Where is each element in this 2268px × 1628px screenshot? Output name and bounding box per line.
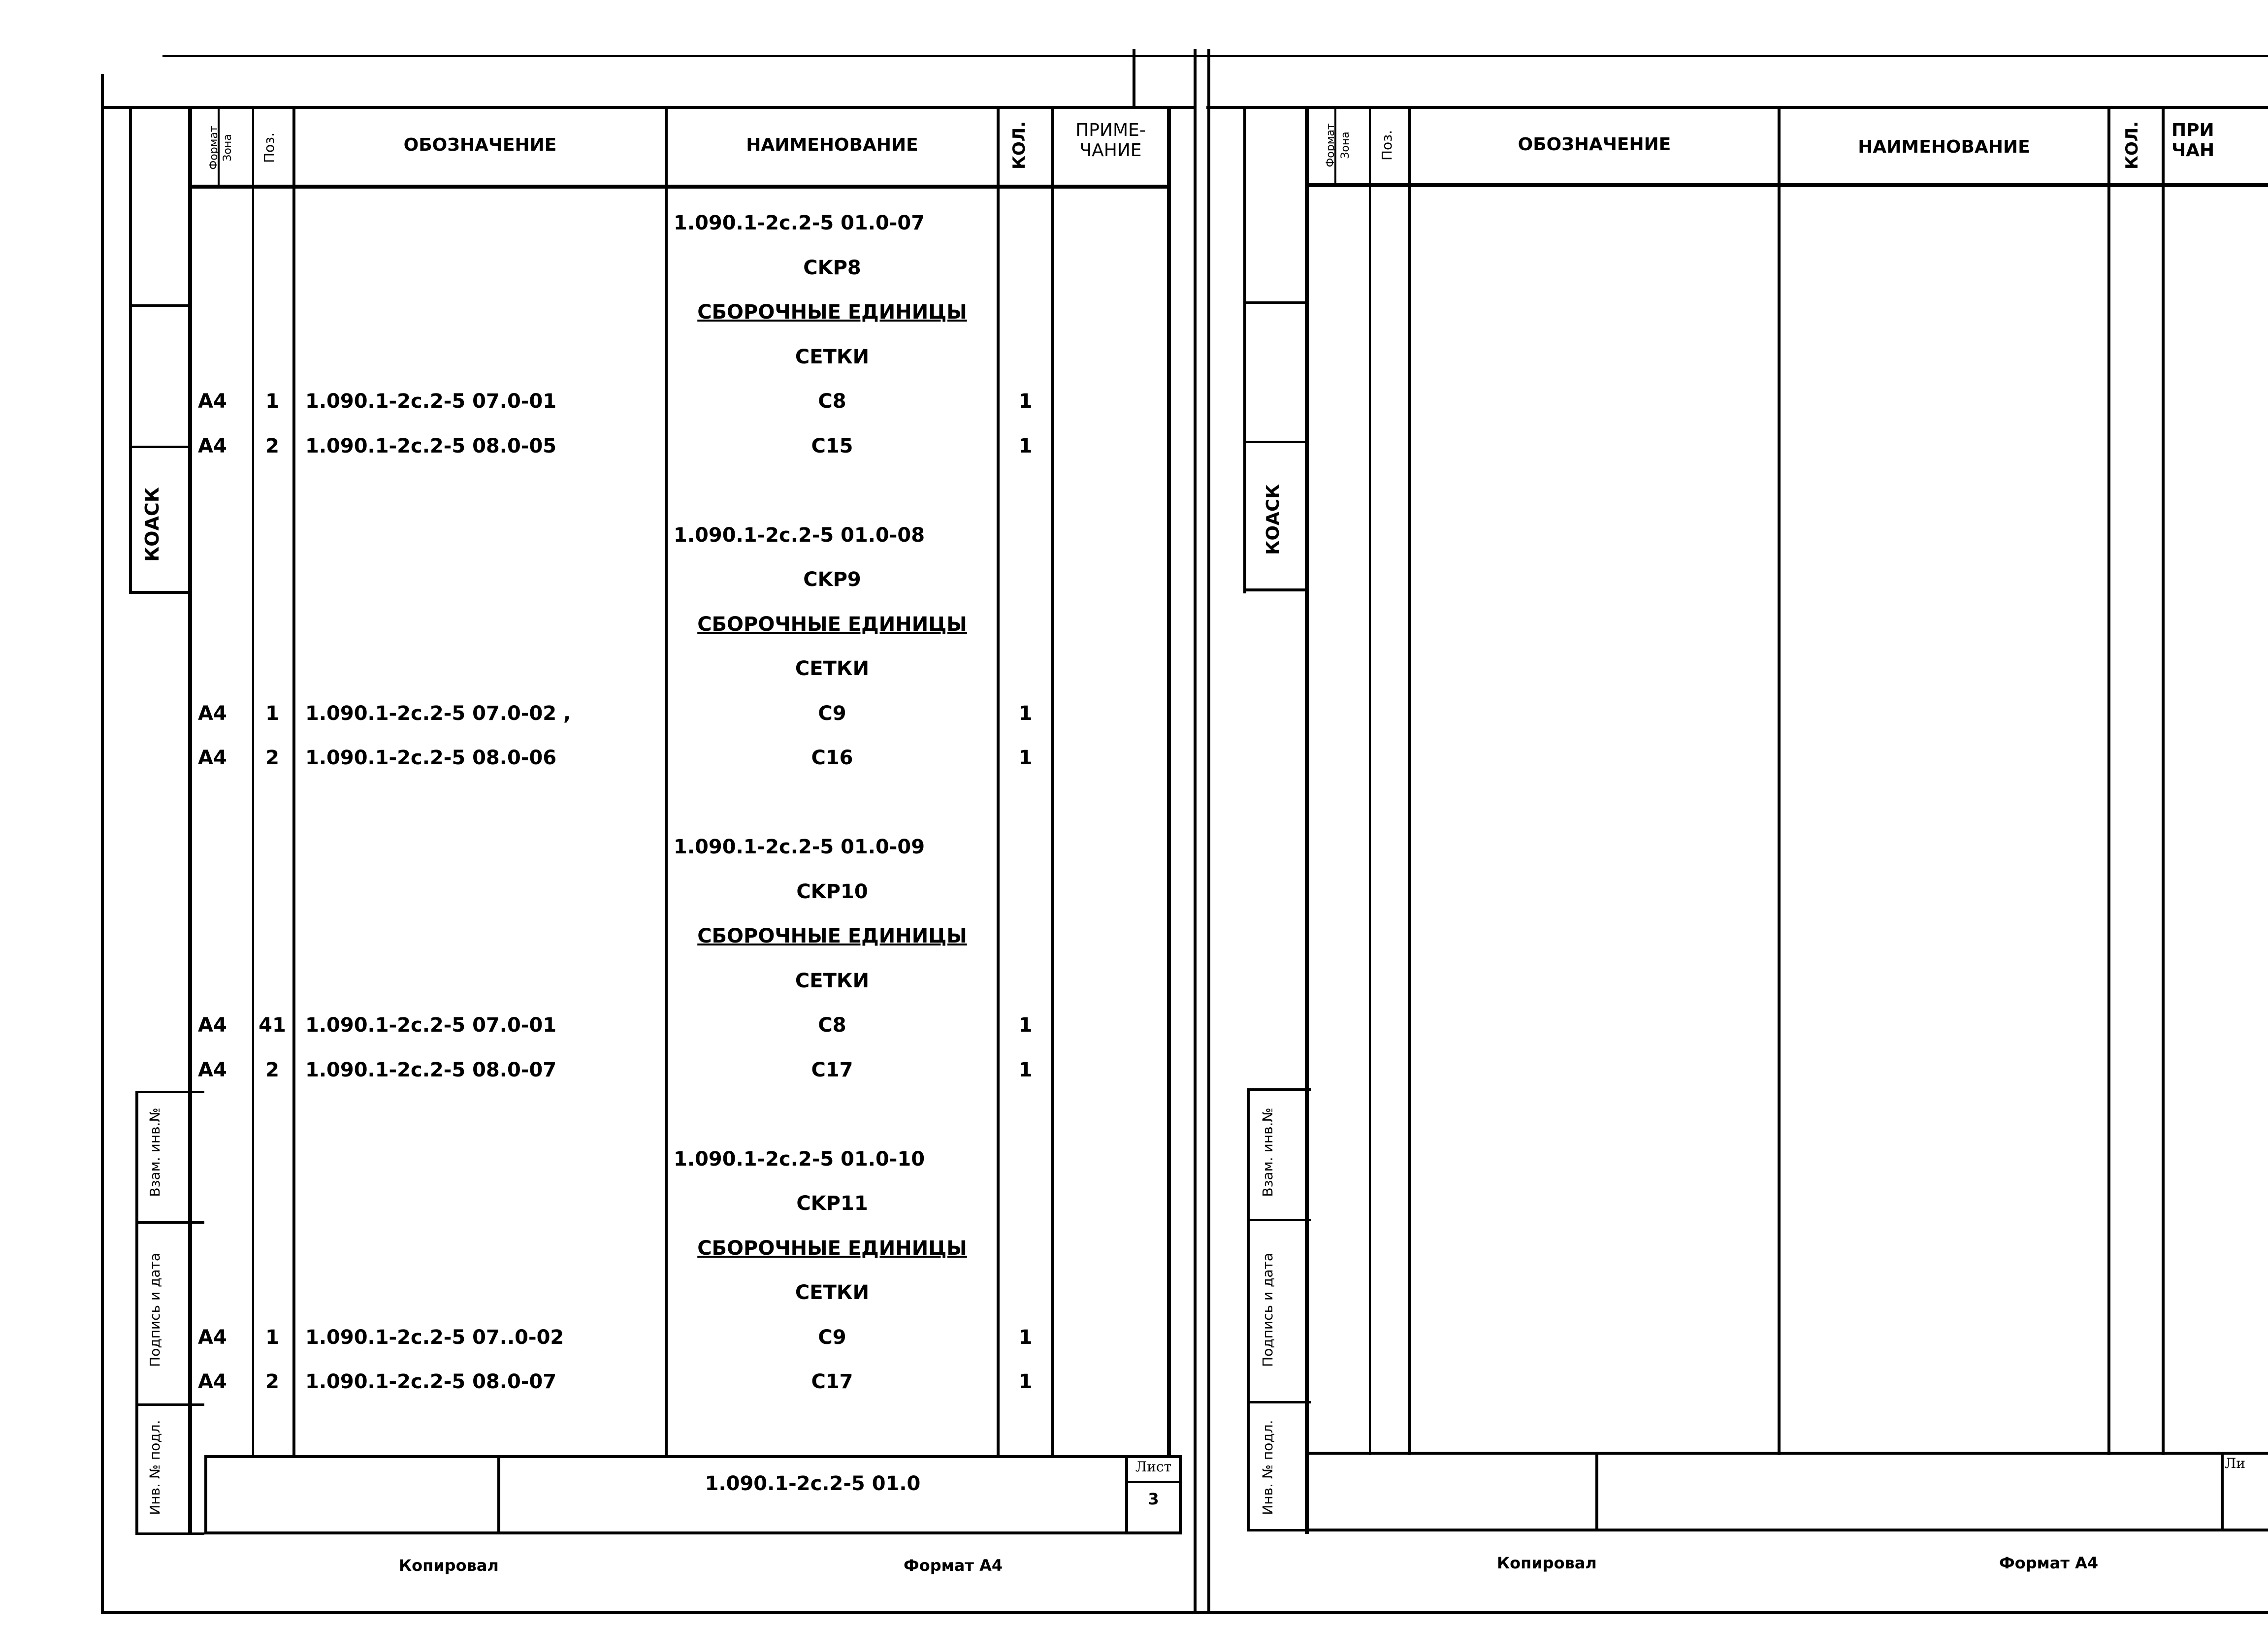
hdr-format: Формат [208,126,220,170]
row-format: А4 [198,1014,227,1037]
hdr-format: Формат [1325,123,1337,167]
side-divider [135,1532,204,1535]
hdr-designation: ОБОЗНАЧЕНИЕ [1518,134,1671,155]
row-name: CKP10 [796,880,868,903]
row-format: А4 [198,702,227,725]
tb-line [1125,1481,1179,1483]
row-designation: 1.090.1-2c.2-5 07.0-02 , [305,702,571,725]
sheet-number: 3 [1148,1490,1159,1508]
row-name: СБОРОЧНЫЕ ЕДИНИЦЫ [697,925,967,947]
row-format: А4 [198,1326,227,1349]
frame-left [1207,49,1210,1614]
side-strip-right [188,106,192,1534]
side-divider [129,591,188,594]
hdr-qty: КОЛ. [1009,121,1029,169]
vzam-label: Взам. инв.№ [1260,1107,1276,1197]
row-name: СБОРОЧНЫЕ ЕДИНИЦЫ [697,613,967,636]
row-qty: 1 [1018,1014,1033,1037]
row-pos: 1 [265,1326,279,1349]
side-strip-right [1305,106,1309,1534]
hdr-zone: Зона [222,134,234,162]
podpis-label: Подпись и дата [147,1253,163,1367]
col-line [1778,106,1781,1455]
footer-format: Формат А4 [904,1556,1003,1575]
row-name: 1.090.1-2c.2-5 01.0-08 [674,524,925,547]
footer-copied: Копировал [1497,1554,1597,1572]
tb-line [2221,1452,2224,1530]
hdr-pos: Поз. [1379,130,1395,161]
doc-code: 1.090.1-2c.2-5 01.0 [705,1472,921,1495]
side-divider [1247,1088,1311,1091]
row-name: C9 [818,1326,846,1349]
row-name: C17 [811,1059,853,1081]
row-name: СБОРОЧНЫЕ ЕДИНИЦЫ [697,1237,967,1260]
row-name: C17 [811,1370,853,1393]
row-name: C9 [818,702,846,725]
tab-line [1133,49,1135,106]
row-pos: 2 [265,435,279,457]
row-designation: 1.090.1-2c.2-5 08.0-06 [305,747,557,769]
header-bottom [188,185,1170,189]
titleblock-top [1309,1452,2268,1455]
row-pos: 2 [265,1370,279,1393]
row-pos: 41 [259,1014,286,1037]
row-designation: 1.090.1-2c.2-5 08.0-07 [305,1059,557,1081]
col-line [997,106,1000,1455]
row-pos: 1 [265,390,279,413]
row-format: А4 [198,435,227,457]
row-name: CKP9 [803,568,861,591]
frame-bottom [101,1611,2268,1614]
side-divider [1243,441,1305,443]
side-divider [1243,588,1305,591]
row-name: 1.090.1-2c.2-5 01.0-09 [674,836,925,858]
row-format: А4 [198,390,227,413]
tb-line [204,1455,207,1534]
row-name: СЕТКИ [795,657,870,680]
hdr-pos: Поз. [261,132,277,163]
row-pos: 1 [265,702,279,725]
titleblock-bottom [1309,1529,2268,1531]
col-line [2107,106,2110,1455]
col-line [1369,106,1371,1455]
row-qty: 1 [1018,1059,1033,1081]
row-format: А4 [198,1059,227,1081]
row-format: А4 [198,747,227,769]
sheet-label: Ли [2225,1455,2246,1471]
inv-label: Инв. № подл. [1260,1420,1276,1515]
koask-label: КОАСК [141,487,163,562]
vzam-label: Взам. инв.№ [147,1107,163,1197]
row-qty: 1 [1018,702,1033,725]
side-strip-left [1243,106,1246,593]
podpis-label: Подпись и дата [1260,1253,1276,1367]
side-divider [129,304,188,307]
footer-copied: Копировал [399,1556,499,1575]
row-name: СЕТКИ [795,1281,870,1304]
col-line [1167,106,1171,1455]
side-divider [135,1091,204,1093]
hdr-note: ПРИМЕ- ЧАНИЕ [1075,120,1146,161]
row-name: СЕТКИ [795,346,870,368]
row-designation: 1.090.1-2c.2-5 07.0-01 [305,390,557,413]
side-divider [129,446,188,448]
koask-label: КОАСК [1263,484,1283,555]
row-qty: 1 [1018,390,1033,413]
row-name: СБОРОЧНЫЕ ЕДИНИЦЫ [697,301,967,324]
row-format: А4 [198,1370,227,1393]
row-pos: 2 [265,1059,279,1081]
row-name: C16 [811,747,853,769]
top-edge-line [162,55,2268,57]
side-strip-left [129,106,132,593]
row-designation: 1.090.1-2c.2-5 07..0-02 [305,1326,564,1349]
side-divider [1243,301,1305,304]
row-designation: 1.090.1-2c.2-5 08.0-07 [305,1370,557,1393]
row-qty: 1 [1018,435,1033,457]
col-line [1408,106,1411,1455]
side-divider [135,1091,138,1534]
hdr-zone: Зона [1339,131,1352,159]
side-divider [1247,1219,1311,1221]
col-line [1051,106,1054,1455]
row-name: C8 [818,1014,846,1037]
hdr-name: НАИМЕНОВАНИЕ [1858,136,2030,157]
col-line [292,106,295,1455]
hdr-qty: КОЛ. [2122,121,2142,169]
side-divider [135,1403,204,1406]
row-name: C15 [811,435,853,457]
row-name: C8 [818,390,846,413]
row-name: СЕТКИ [795,970,870,992]
row-name: CKP11 [796,1192,868,1215]
row-designation: 1.090.1-2c.2-5 07.0-01 [305,1014,557,1037]
row-qty: 1 [1018,1370,1033,1393]
hdr-designation: ОБОЗНАЧЕНИЕ [403,135,557,156]
row-designation: 1.090.1-2c.2-5 08.0-05 [305,435,557,457]
row-qty: 1 [1018,747,1033,769]
hdr-name: НАИМЕНОВАНИЕ [746,135,918,156]
col-line [252,106,254,1455]
row-qty: 1 [1018,1326,1033,1349]
row-name: CKP8 [803,257,861,279]
tb-line [1595,1452,1598,1530]
row-pos: 2 [265,747,279,769]
inv-label: Инв. № подл. [147,1420,163,1515]
tb-line [1179,1455,1182,1534]
sheet-label: Лист [1135,1459,1172,1475]
col-line [2162,106,2165,1455]
titleblock-top [204,1455,1182,1458]
titleblock-bottom [204,1531,1182,1534]
row-name: 1.090.1-2c.2-5 01.0-07 [674,212,925,234]
frame-right [1194,49,1197,1614]
hdr-note: ПРИ ЧАН [2171,120,2215,161]
frame-left [101,74,104,1614]
side-divider [135,1221,204,1224]
row-name: 1.090.1-2c.2-5 01.0-10 [674,1148,925,1171]
footer-format: Формат А4 [1999,1554,2099,1572]
side-divider [1247,1088,1250,1531]
